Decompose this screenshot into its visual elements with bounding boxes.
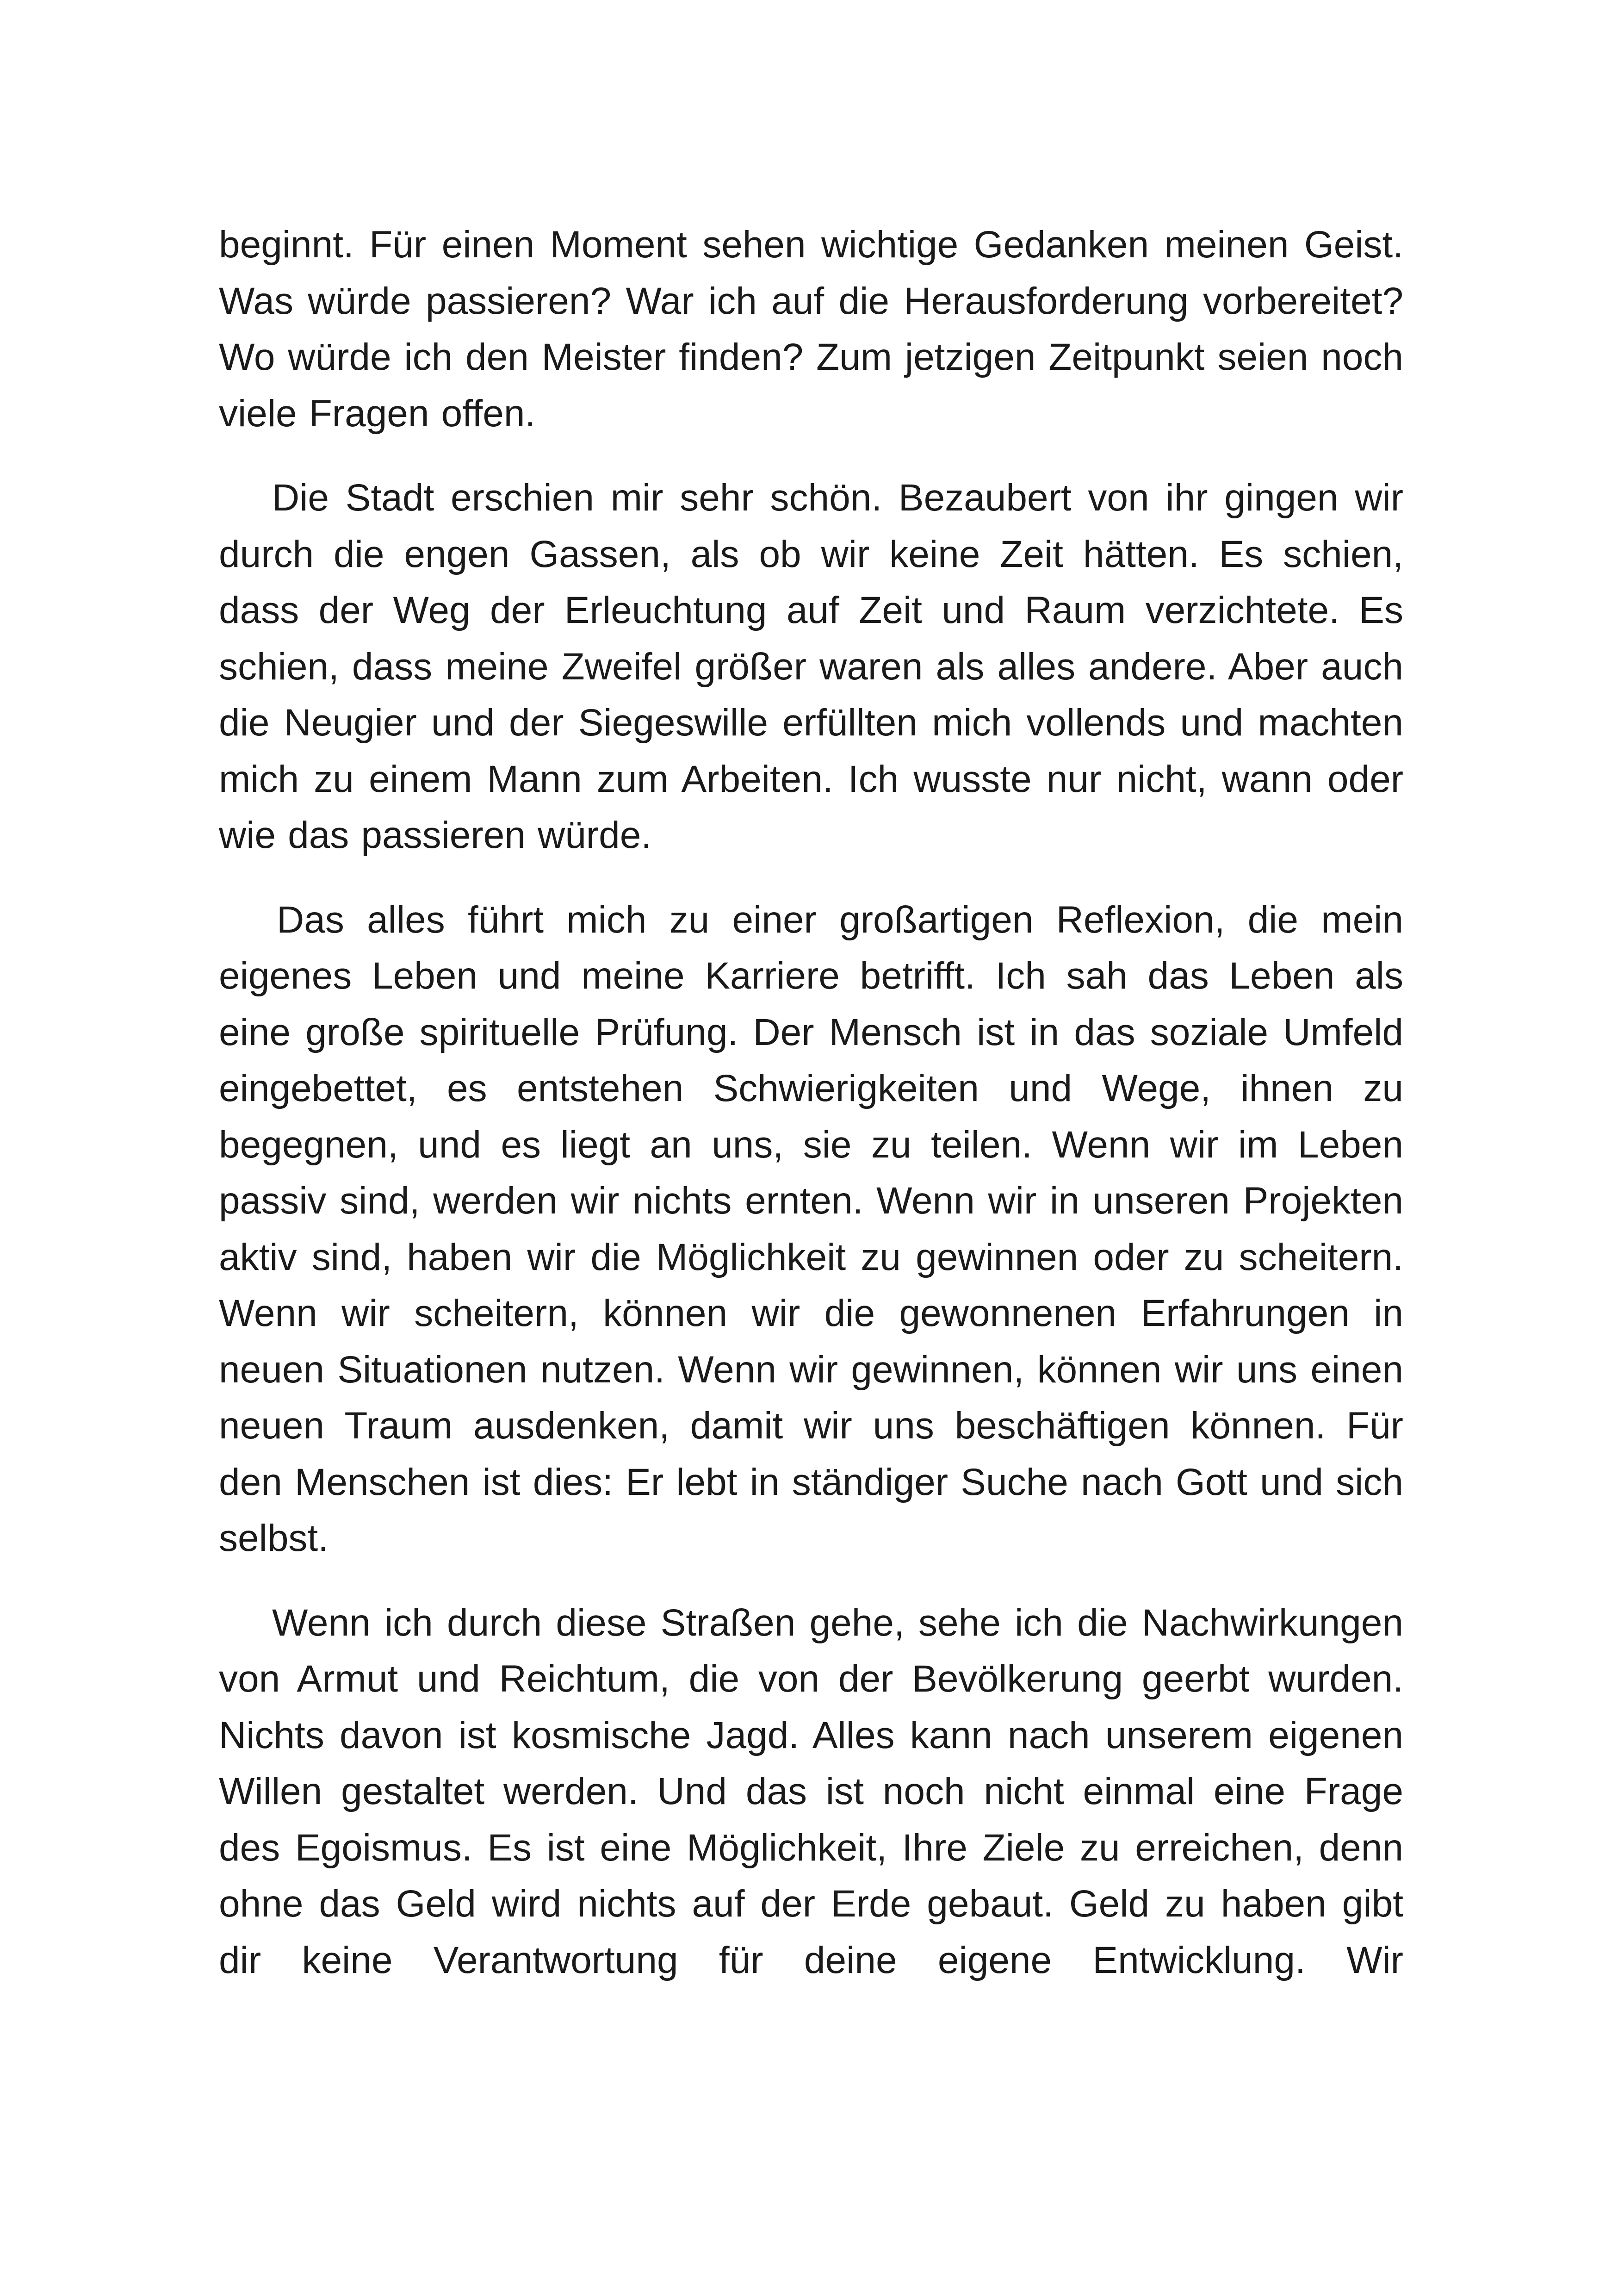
document-page: [219, 217, 1403, 1988]
paragraph-2: Die Stadt erschien mir sehr schön. Bezaubert von ihr gingen wir durch die engen Gassen, als ob wir keine Zeit hätten. Es schien, dass der Weg der Erleuchtung auf Zeit und Raum verzichtete. Es schien, dass meine Zweifel größer waren als alles andere. Aber auch die Neugier und der Siegeswille erfüllten mich vollends und machten mich zu einem Mann zum Arbeiten. Ich wusste nur nicht, wann oder wie das passieren würde.: [219, 477, 1403, 856]
paragraph-4: Wenn ich durch diese Straßen gehe, sehe ich die Nachwirkungen von Armut und Reichtum, die von der Bevölkerung geerbt wurden. Nichts davon ist kosmische Jagd. Alles kann nach unserem eigenen Willen gestaltet werden. Und das ist noch nicht einmal eine Frage des Egoismus. Es ist eine Möglichkeit, Ihre Ziele zu erreichen, denn ohne das Geld wird nichts auf der Erde gebaut. Geld zu haben gibt dir keine Verantwortung für deine eigene Entwicklung. Wir: [219, 1601, 1403, 1981]
paragraph-3: Das alles führt mich zu einer großartigen Reflexion, die mein eigenes Leben und meine Karriere betrifft. Ich sah das Leben als eine große spirituelle Prüfung. Der Mensch ist in das soziale Umfeld eingebettet, es entstehen Schwierigkeiten und Wege, ihnen zu begegnen, und es liegt an uns, sie zu teilen. Wenn wir im Leben passiv sind, werden wir nichts ernten. Wenn wir in unseren Projekten aktiv sind, haben wir die Möglichkeit zu gewinnen oder zu scheitern. Wenn wir scheitern, können wir die gewonnenen Erfahrungen in neuen Situationen nutzen. Wenn wir gewinnen, können wir uns einen neuen Traum ausdenken, damit wir uns beschäftigen können. Für den Menschen ist dies: Er lebt in ständiger Suche nach Gott und sich selbst.: [219, 898, 1403, 1559]
paragraph-1: beginnt. Für einen Moment sehen wichtige Gedanken meinen Geist. Was würde passieren? War ich auf die Herausforderung vorbereitet? Wo würde ich den Meister finden? Zum jetzigen Zeitpunkt seien noch viele Fragen offen.: [219, 224, 1403, 435]
